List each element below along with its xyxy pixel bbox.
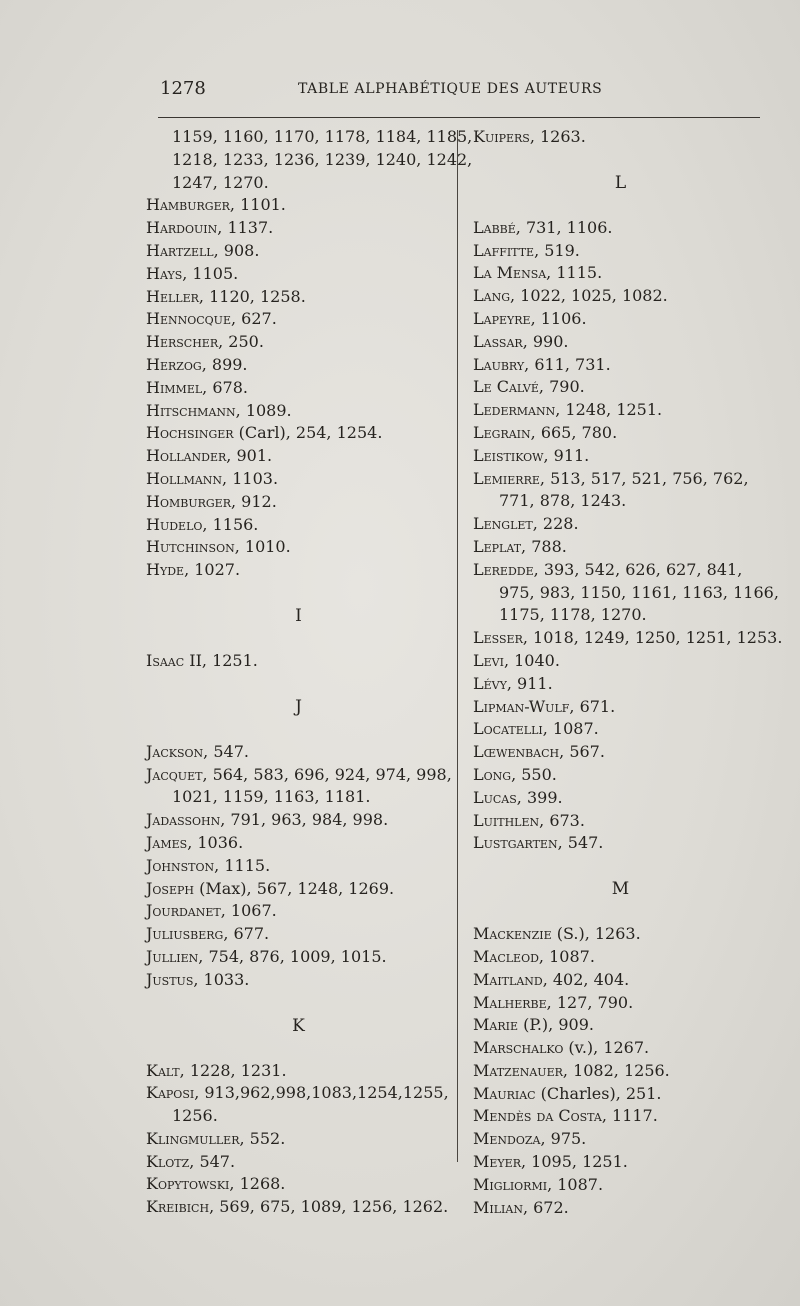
index-entry xyxy=(146,331,451,354)
author-name: Heller xyxy=(146,286,199,306)
page-references: , 908. xyxy=(213,240,260,260)
author-name: Mauriac xyxy=(473,1083,536,1103)
author-name: Justus xyxy=(146,969,194,989)
index-entry-continuation: 1159, 1160, 1170, 1178, 1184, 1185, xyxy=(172,127,473,146)
index-entry xyxy=(473,673,768,696)
author-name: La Mensa xyxy=(473,263,547,283)
index-entry xyxy=(146,240,451,263)
author-name: Marschalko xyxy=(473,1038,564,1058)
column-divider xyxy=(457,130,458,1162)
page-references: , 1115. xyxy=(214,855,271,875)
index-entry xyxy=(146,855,451,878)
page-references: , 911. xyxy=(506,673,553,693)
index-entry xyxy=(473,1197,768,1220)
index-entry xyxy=(473,1128,768,1151)
page-references: , 1103. xyxy=(222,468,279,488)
index-entry xyxy=(473,969,768,992)
index-entry xyxy=(473,354,768,377)
page-references: , 1248, 1251. xyxy=(555,400,663,420)
index-entry xyxy=(146,217,451,240)
author-name: Hays xyxy=(146,263,183,283)
index-entry-continuation: 1218, 1233, 1236, 1239, 1240, 1242, xyxy=(172,149,473,169)
author-name: Leredde xyxy=(473,559,534,579)
index-entry xyxy=(146,377,451,400)
author-name: Mackenzie xyxy=(473,924,552,944)
author-name: Hartzell xyxy=(146,240,214,260)
author-name: Herzog xyxy=(146,354,202,374)
index-entry xyxy=(146,1128,451,1151)
author-name: Kaposi xyxy=(146,1083,195,1103)
author-name: Malherbe xyxy=(473,992,547,1012)
index-entry xyxy=(146,194,451,217)
page-references: , 1087. xyxy=(538,946,595,966)
author-name: Ledermann xyxy=(473,400,556,420)
page-references: , 1101. xyxy=(229,195,286,215)
index-entry xyxy=(473,992,768,1015)
index-entry xyxy=(146,286,451,309)
author-name: Homburger xyxy=(146,491,231,511)
page-references: , 673. xyxy=(539,810,585,830)
index-column-left xyxy=(146,126,473,1219)
author-name: Maitland xyxy=(473,969,543,989)
page-references: , 1106. xyxy=(530,308,587,328)
index-entry xyxy=(473,513,768,536)
page-references: (Charles), 251. xyxy=(535,1083,662,1103)
page-references: , 567. xyxy=(559,742,605,762)
index-entry xyxy=(473,1083,768,1106)
page-references: , 547. xyxy=(189,1151,236,1171)
index-entry xyxy=(473,696,768,719)
page-references: , 678. xyxy=(202,377,248,397)
author-name: Lœwenbach xyxy=(473,742,560,762)
index-entry xyxy=(146,1082,451,1105)
author-name: Labbé xyxy=(473,217,516,237)
index-entry xyxy=(146,514,451,537)
index-entry xyxy=(146,1151,451,1174)
author-name: Hennocque xyxy=(146,309,231,329)
index-entry xyxy=(146,1196,451,1219)
page-references: , 552. xyxy=(239,1128,286,1148)
index-entry xyxy=(146,764,451,787)
author-name: Lesser xyxy=(473,628,523,648)
author-name: Lustgarten xyxy=(473,833,558,853)
author-name: Hyde xyxy=(146,560,185,580)
author-name: Lipman-Wulf xyxy=(473,696,570,716)
index-entry xyxy=(473,376,768,399)
author-name: Lang xyxy=(473,286,510,306)
section-letter: M xyxy=(611,879,630,900)
author-name: Lemierre xyxy=(473,468,540,488)
index-entry xyxy=(146,445,451,468)
page-references: , 788. xyxy=(521,536,567,556)
author-name: Lenglet xyxy=(473,514,533,534)
author-name: Juliusberg xyxy=(146,924,224,944)
page-references: , 790. xyxy=(538,377,585,397)
page-references: , 911. xyxy=(543,445,590,465)
author-name: Mendès da Costa xyxy=(473,1106,602,1126)
index-entry xyxy=(146,1060,451,1083)
index-entry xyxy=(473,240,768,263)
page-references: , 127, 790. xyxy=(546,992,634,1012)
index-entry xyxy=(473,468,768,491)
author-name: Marie xyxy=(473,1015,518,1035)
index-entry xyxy=(473,810,768,833)
author-name: Milian xyxy=(473,1197,523,1217)
section-letter: J xyxy=(295,696,302,717)
page-references: , 1105. xyxy=(182,263,239,283)
page-references: , 1067. xyxy=(220,901,277,921)
author-name: Locatelli xyxy=(473,719,543,739)
author-name: Le Calvé xyxy=(473,377,539,397)
author-name: Lucas xyxy=(473,787,517,807)
index-entry xyxy=(146,1173,451,1196)
index-entry xyxy=(473,1151,768,1174)
index-entry xyxy=(146,468,451,491)
index-entry xyxy=(146,832,451,855)
index-entry xyxy=(473,1037,768,1060)
page-references: , 228. xyxy=(532,514,579,534)
index-entry xyxy=(473,126,768,149)
index-entry xyxy=(473,1060,768,1083)
page-references: , 569, 675, 1089, 1256, 1262. xyxy=(209,1197,449,1217)
author-name: Jullien xyxy=(146,946,199,966)
index-entry xyxy=(473,832,768,855)
author-name: Matzenauer xyxy=(473,1060,563,1080)
page-references: , 1033. xyxy=(193,969,250,989)
page-references: , 975. xyxy=(540,1129,587,1149)
author-name: Himmel xyxy=(146,377,203,397)
page-references: , 671. xyxy=(569,696,616,716)
page-references: , 1018, 1249, 1250, 1251, 1253. xyxy=(522,628,783,648)
page-references: , 731, 1106. xyxy=(515,217,613,237)
page-references: , 250. xyxy=(218,332,264,352)
index-entry xyxy=(473,764,768,787)
index-entry xyxy=(473,262,768,285)
index-entry xyxy=(473,559,768,582)
author-name: Mendoza xyxy=(473,1129,541,1149)
page-references: , 754, 876, 1009, 1015. xyxy=(198,946,387,966)
author-name: Lassar xyxy=(473,331,523,351)
page-references: , 1087. xyxy=(542,719,599,739)
page-references: , 1089. xyxy=(235,400,292,420)
page-references: , 393, 542, 626, 627, 841, xyxy=(533,559,743,579)
index-entry-continuation: 1021, 1159, 1163, 1181. xyxy=(172,787,371,807)
author-name: Hudelo xyxy=(146,514,203,534)
index-entry-continuation: 1256. xyxy=(172,1106,218,1126)
index-entry-continuation: 1247, 1270. xyxy=(172,172,269,192)
author-name: Kuipers xyxy=(473,127,530,146)
author-name: Kopytowski xyxy=(146,1174,230,1194)
index-entry xyxy=(146,969,451,992)
page-references: II, 1251. xyxy=(184,650,258,670)
page-number: 1278 xyxy=(160,78,206,99)
index-entry xyxy=(473,399,768,422)
page-references: , 1228, 1231. xyxy=(179,1060,287,1080)
page-references: , 1095, 1251. xyxy=(521,1152,628,1172)
index-entry xyxy=(473,285,768,308)
index-entry xyxy=(146,536,451,559)
index-entry xyxy=(146,650,451,673)
page-references: , 564, 583, 696, 924, 974, 998, xyxy=(202,764,452,784)
page-references: , 550. xyxy=(511,764,557,784)
page-references: , 611, 731. xyxy=(524,354,611,374)
page-references: , 672. xyxy=(522,1197,569,1217)
author-name: Laubry xyxy=(473,354,525,374)
index-entry xyxy=(473,422,768,445)
index-entry xyxy=(473,1014,768,1037)
page-references: , 547. xyxy=(557,833,604,853)
author-name: Jourdanet xyxy=(146,901,221,921)
page-references: (S.), 1263. xyxy=(551,924,641,944)
index-entry xyxy=(146,923,451,946)
page-references: , 547. xyxy=(203,741,249,761)
running-title: TABLE ALPHABÉTIQUE DES AUTEURS xyxy=(298,81,603,97)
index-entry xyxy=(473,331,768,354)
page-references: , 627. xyxy=(231,309,277,329)
page-references: , 519. xyxy=(534,240,580,260)
page-references: , 399. xyxy=(516,787,563,807)
author-name: Luithlen xyxy=(473,810,540,830)
author-name: Hitschmann xyxy=(146,400,236,420)
page-references: , 1268. xyxy=(229,1174,286,1194)
page-references: , 899. xyxy=(201,354,248,374)
page-references: , 1022, 1025, 1082. xyxy=(509,286,668,306)
page-references: , 1087. xyxy=(547,1174,604,1194)
header-rule xyxy=(158,117,760,118)
author-name: Lévy xyxy=(473,673,507,693)
author-name: Jadassohn xyxy=(146,810,221,830)
page-references: , 990. xyxy=(522,331,569,351)
section-letter: K xyxy=(292,1015,305,1036)
index-entry xyxy=(146,900,451,923)
author-name: Klotz xyxy=(146,1151,190,1171)
author-name: Isaac xyxy=(146,650,185,670)
page-references: , 677. xyxy=(223,924,270,944)
page-references: , 791, 963, 984, 998. xyxy=(220,810,389,830)
page-references: , 1040. xyxy=(503,650,560,670)
index-entry xyxy=(146,263,451,286)
index-entry xyxy=(473,718,768,741)
author-name: Lapeyre xyxy=(473,308,531,328)
author-name: Laffitte xyxy=(473,240,535,260)
author-name: James xyxy=(146,832,188,852)
index-entry xyxy=(146,559,451,582)
author-name: Klingmuller xyxy=(146,1128,240,1148)
author-name: Jackson xyxy=(146,741,204,761)
author-name: Herscher xyxy=(146,332,219,352)
author-name: Kalt xyxy=(146,1060,180,1080)
author-name: Hutchinson xyxy=(146,537,235,557)
page-references: (Carl), 254, 1254. xyxy=(233,423,383,443)
index-entry xyxy=(146,308,451,331)
page-references: (Max), 567, 1248, 1269. xyxy=(194,878,395,898)
index-entry xyxy=(473,741,768,764)
page-references: , 1156. xyxy=(202,514,259,534)
index-entry xyxy=(473,1105,768,1128)
index-entry xyxy=(473,627,783,650)
index-entry xyxy=(473,946,768,969)
page-references: , 1263. xyxy=(529,127,586,146)
index-entry xyxy=(146,400,451,423)
index-entry xyxy=(146,422,451,445)
author-name: Levi xyxy=(473,650,504,670)
page-header xyxy=(160,74,638,102)
author-name: Hamburger xyxy=(146,195,230,215)
index-entry xyxy=(473,650,768,673)
section-letter: L xyxy=(614,172,627,193)
index-entry xyxy=(473,923,768,946)
index-entry-continuation: 975, 983, 1150, 1161, 1163, 1166, xyxy=(499,582,779,602)
page-references: , 402, 404. xyxy=(542,969,630,989)
page-references: , 1036. xyxy=(187,832,244,852)
page-references: , 1082, 1256. xyxy=(562,1060,670,1080)
page-references: , 1027. xyxy=(184,560,241,580)
author-name: Hollander xyxy=(146,446,227,466)
index-entry xyxy=(146,809,451,832)
page-references: , 665, 780. xyxy=(530,422,618,442)
author-name: Hollmann xyxy=(146,468,223,488)
author-name: Legrain xyxy=(473,422,531,442)
author-name: Macleod xyxy=(473,946,539,966)
index-column-right xyxy=(473,126,783,1219)
page-references: , 1117. xyxy=(601,1106,658,1126)
author-name: Meyer xyxy=(473,1152,521,1172)
index-entry xyxy=(473,536,768,559)
page-references: , 1115. xyxy=(546,263,603,283)
index-entry xyxy=(473,445,768,468)
index-entry xyxy=(473,308,768,331)
index-entry-continuation: 1175, 1178, 1270. xyxy=(499,605,647,625)
index-entry xyxy=(146,878,451,901)
section-letter: I xyxy=(295,605,302,626)
author-name: Hardouin xyxy=(146,218,218,238)
index-entry xyxy=(473,1174,768,1197)
index-entry xyxy=(146,354,451,377)
author-name: Long xyxy=(473,764,512,784)
index-entry xyxy=(146,491,451,514)
author-name: Kreibich xyxy=(146,1197,210,1217)
index-entry xyxy=(146,741,451,764)
author-name: Johnston xyxy=(146,855,215,875)
page-references: , 901. xyxy=(226,446,273,466)
page-references: (P.), 909. xyxy=(517,1015,594,1035)
author-name: Leistikow xyxy=(473,445,544,465)
page-references: , 1137. xyxy=(217,218,274,238)
page-references: , 913,962,998,1083,1254,1255, xyxy=(194,1083,449,1103)
author-name: Hochsinger xyxy=(146,423,234,443)
index-entry xyxy=(473,217,768,240)
author-name: Migliormi xyxy=(473,1174,548,1194)
page-references: , 1010. xyxy=(234,537,291,557)
author-name: Leplat xyxy=(473,536,522,556)
page-references: , 1120, 1258. xyxy=(198,286,306,306)
page-references: , 912. xyxy=(230,491,277,511)
author-name: Joseph xyxy=(146,878,194,898)
page-references: , 513, 517, 521, 756, 762, xyxy=(539,468,749,488)
author-name: Jacquet xyxy=(146,764,203,784)
index-entry-continuation: 771, 878, 1243. xyxy=(499,491,627,511)
index-entry xyxy=(146,946,451,969)
page-references: (v.), 1267. xyxy=(563,1038,650,1058)
index-entry xyxy=(473,787,768,810)
